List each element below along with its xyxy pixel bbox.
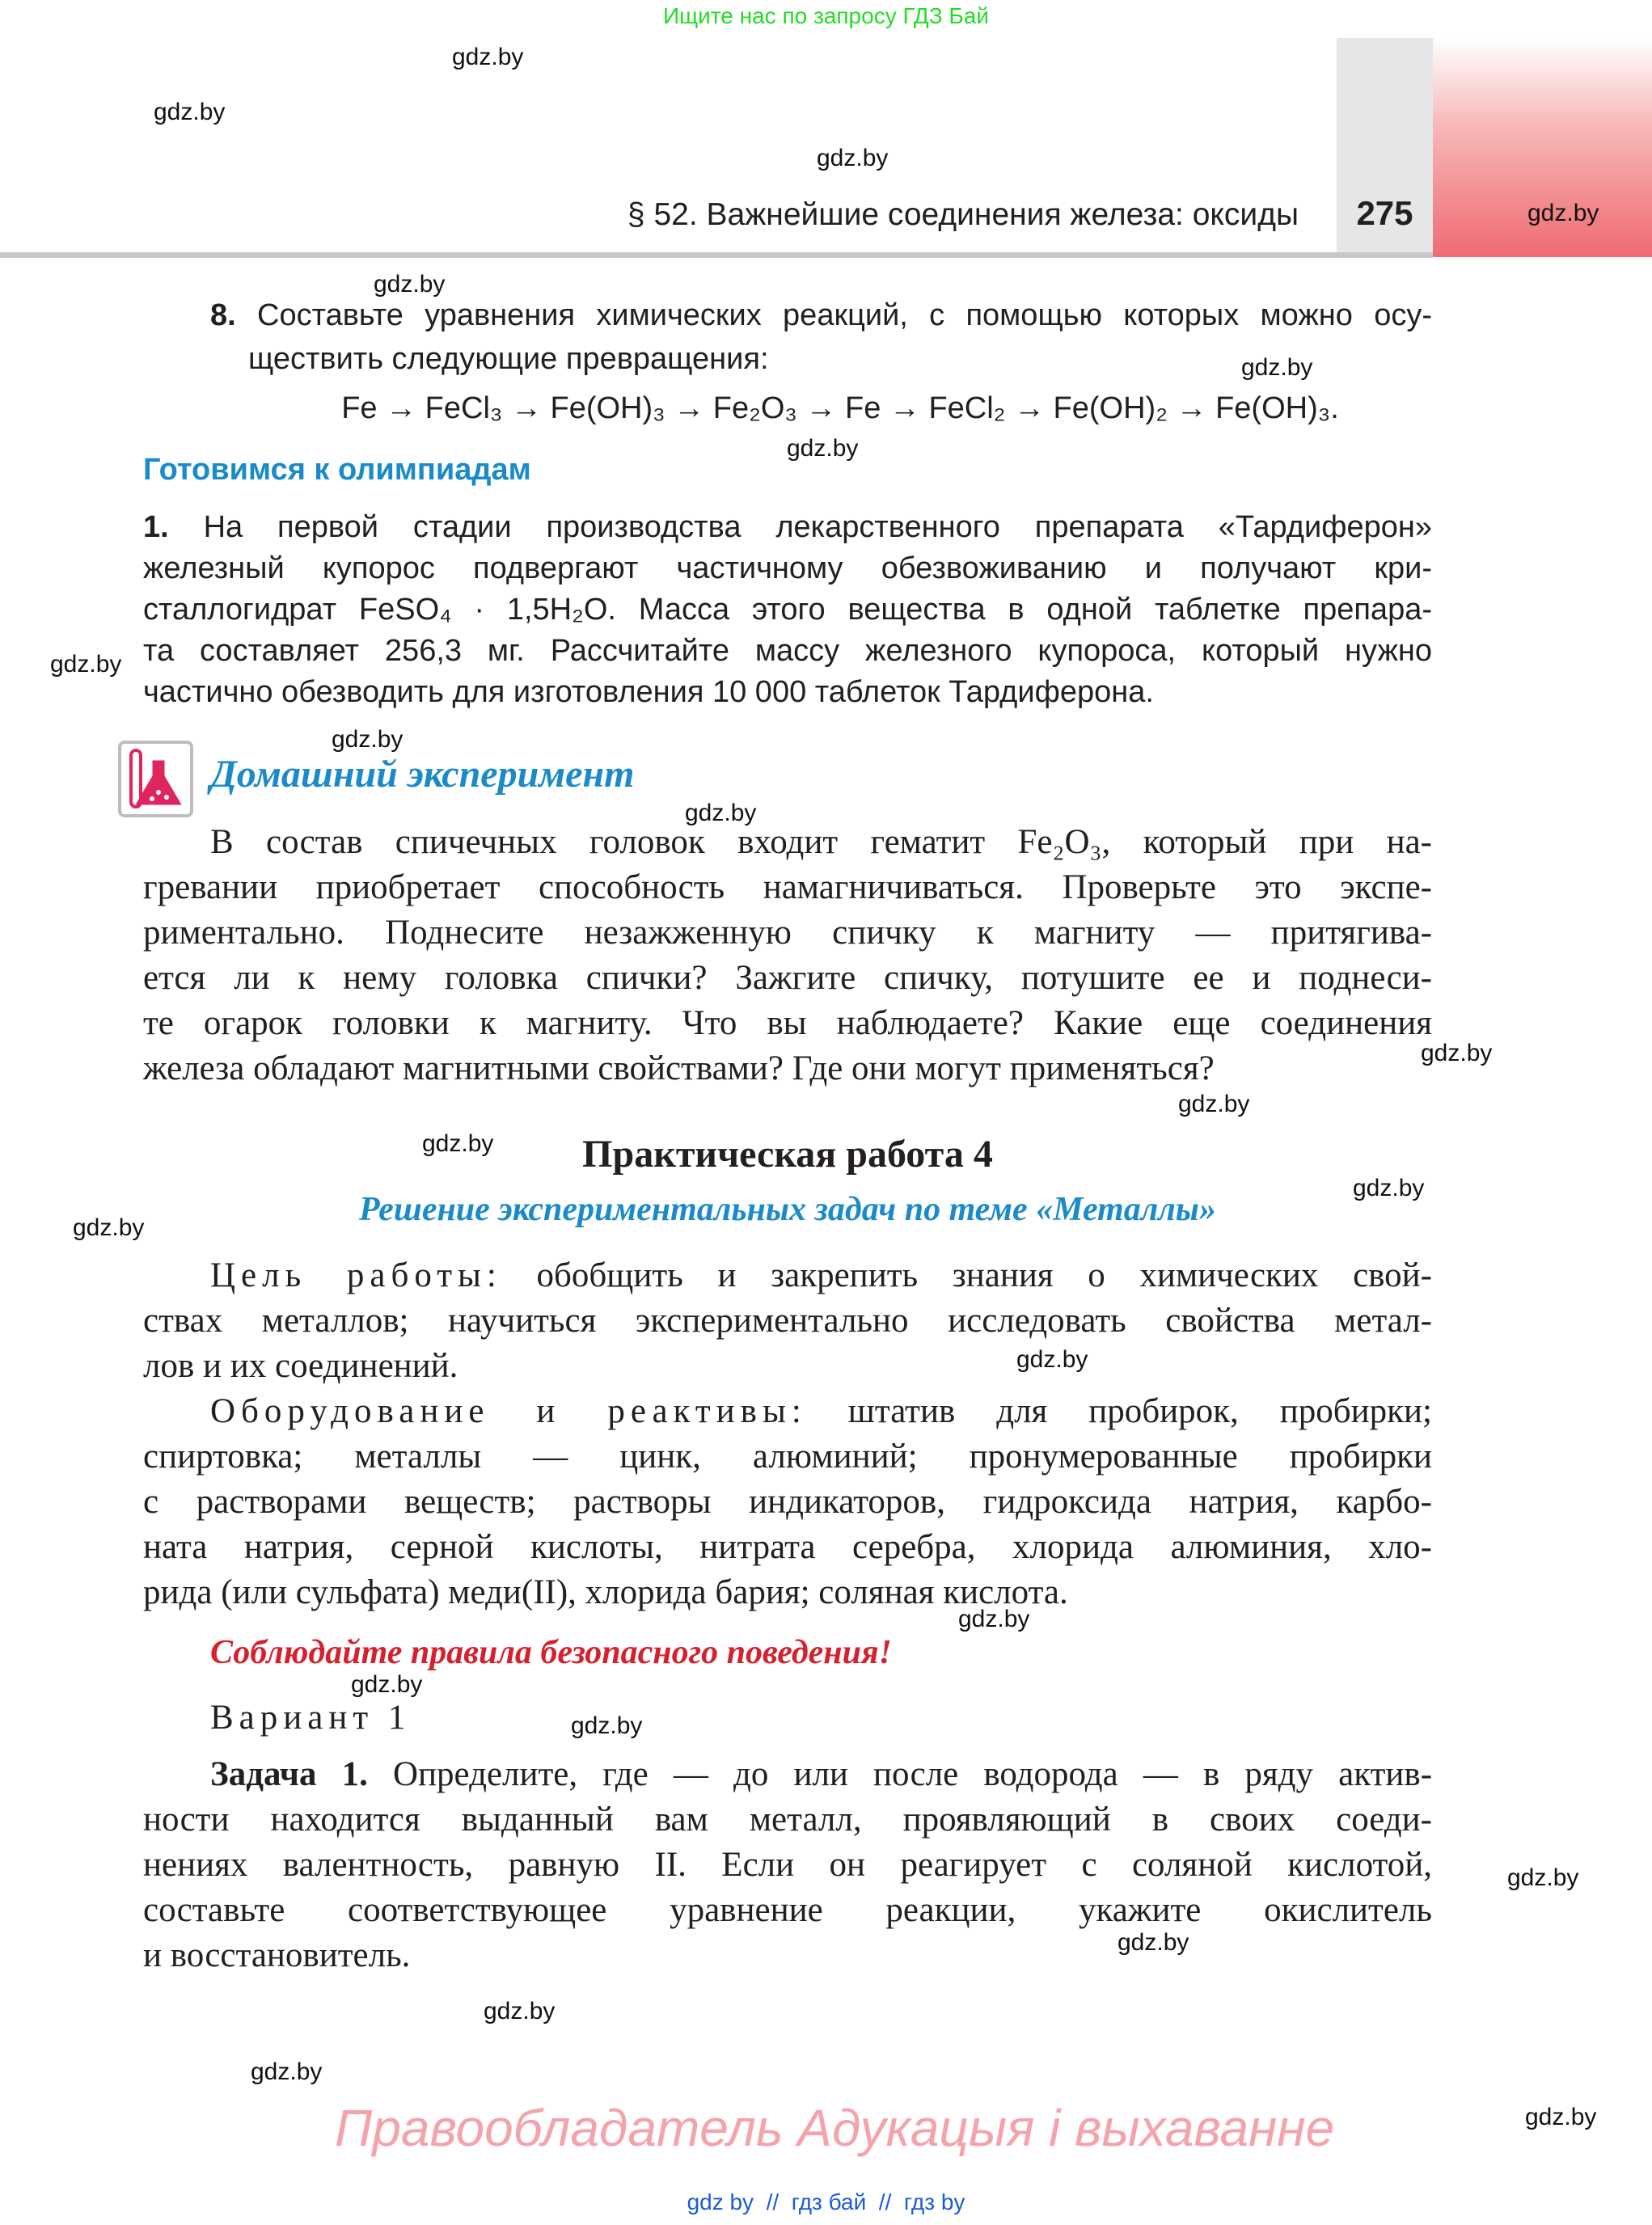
gdz-watermark: gdz.by [332,726,403,753]
gdz-watermark: gdz.by [787,435,859,462]
task-number: 8. [210,298,236,332]
text-line: сталлогидрат FeSO₄ · 1,5H₂O. Масса этого вещества в одной таблетке препара- [143,593,1432,627]
equipment-label: Оборудование и реактивы: [210,1392,807,1430]
gdz-watermark: gdz.by [1527,200,1599,226]
task-8 [143,293,1432,381]
gdz-watermark: gdz.by [1118,1929,1189,1956]
gdz-watermark: gdz.by [1241,354,1313,381]
text-line: рида (или сульфата) меди(II), хлорида бария; соляная кислота. [143,1573,1068,1611]
gdz-watermark: gdz.by [422,1130,494,1157]
text-line: с растворами веществ; растворы индикаторов, гидроксида натрия, карбо- [143,1483,1432,1521]
gdz-watermark: gdz.by [1525,2104,1597,2130]
gdz-watermark: gdz.by [1178,1091,1250,1117]
gdz-watermark: gdz.by [685,800,757,826]
text-line: штатив для пробирок, пробирки; [847,1392,1432,1430]
gdz-watermark: gdz.by [1421,1040,1493,1066]
text-line: Определите, где — до или после водорода — в ряду актив- [392,1755,1433,1793]
gdz-watermark: gdz.by [1016,1346,1088,1373]
variant-label: Вариант 1 [210,1699,412,1737]
text-line: гревании приобретает способность намагничиваться. Проверьте это экспе- [143,868,1432,906]
text-line: железа обладают магнитными свойствами? Где они могут применяться? [143,1049,1215,1087]
task-1-paragraph [143,1752,1432,1978]
gdz-watermark: gdz.by [73,1214,145,1241]
goal-paragraph [143,1253,1432,1389]
text-line: спиртовка; металлы — цинк, алюминий; пронумерованные пробирки [143,1438,1432,1476]
gdz-watermark: gdz.by [374,271,446,298]
text-line: лов и их соединений. [143,1347,458,1385]
gdz-watermark: gdz.by [251,2058,323,2085]
copyright-watermark: Правообладатель Адукацыя і выхаванне [334,2099,1335,2157]
practical-subtitle: Решение экспериментальных задач по теме «Металлы» [359,1191,1216,1228]
gdz-watermark: gdz.by [817,145,889,171]
text-line: составьте соответствующее уравнение реакции, укажите окислитель [143,1891,1432,1929]
gdz-watermark: gdz.by [351,1671,423,1698]
gdz-watermark: gdz.by [484,1998,556,2024]
section-title: § 52. Важнейшие соединения железа: оксиды [627,197,1299,232]
gdz-watermark: gdz.by [1507,1864,1579,1891]
olympiad-heading: Готовимся к олимпиадам [143,453,531,487]
text-line: та составляет 256,3 мг. Рассчитайте массу железного купороса, который нужно [143,634,1432,668]
header-divider [0,252,1433,258]
text-line: Составьте уравнения химических реакций, с помощью которых можно осу- [257,298,1432,332]
task-label: Задача 1. [210,1755,368,1793]
olympiad-task [143,507,1432,713]
home-experiment-heading: Домашний эксперимент [210,753,635,796]
text-line: ната натрия, серной кислоты, нитрата серебра, хлорида алюминия, хло- [143,1528,1432,1566]
goal-label: Цель работы: [210,1256,502,1294]
text-line: и восстановитель. [143,1936,411,1974]
gdz-watermark: gdz.by [154,99,226,125]
page-number: 275 [1356,194,1413,232]
safety-warning: Соблюдайте правила безопасного поведения! [210,1634,892,1671]
text-line: ется ли к нему головка спички? Зажгите спичку, потушите ее и поднеси- [143,959,1432,997]
text-line: нениях валентность, равную II. Если он реагирует с соляной кислотой, [143,1846,1432,1884]
text-line: железный купорос подвергают частичному обезвоживанию и получают кри- [143,551,1432,585]
footer-links[interactable]: gdz by // гдз бай // гдз by [687,2189,965,2214]
text-line: ствах металлов; научиться экспериментально исследовать свойства метал- [143,1302,1432,1340]
text-line: ществить следующие превращения: [248,342,769,376]
lab-flask-icon [118,741,193,817]
search-hint: Ищите нас по запросу ГДЗ Бай [662,3,990,28]
gdz-watermark: gdz.by [571,1712,643,1739]
equipment-paragraph [143,1389,1432,1615]
text-line: обобщить и закрепить знания о химических свой- [536,1256,1433,1294]
text-line: На первой стадии производства лекарственного препарата «Тардиферон» [203,510,1432,544]
task-number: 1. [143,510,169,544]
gdz-watermark: gdz.by [452,44,524,70]
home-experiment-text [143,820,1432,1091]
text-line: частично обезводить для изготовления 10 000 таблеток Тардиферона. [143,675,1154,709]
text-line: В состав спичечных головок входит гематит Fe₂O₃, который при на- [210,823,1432,861]
text-line: ности находится выданный вам металл, проявляющий в своих соеди- [143,1801,1432,1839]
gdz-watermark: gdz.by [1353,1175,1425,1201]
text-line: те огарок головки к магниту. Что вы наблюдаете? Какие еще соединения [143,1004,1432,1042]
reaction-chain: Fe → FeCl₃ → Fe(OH)₃ → Fe₂O₃ → Fe → FeCl₂ → Fe(OH)₂ → Fe(OH)₃. [341,391,1339,425]
text-line: риментально. Поднесите незажженную спичку к магниту — притягива- [143,914,1432,952]
gdz-watermark: gdz.by [958,1606,1030,1632]
gdz-watermark: gdz.by [50,651,122,678]
practical-title: Практическая работа 4 [582,1133,993,1176]
